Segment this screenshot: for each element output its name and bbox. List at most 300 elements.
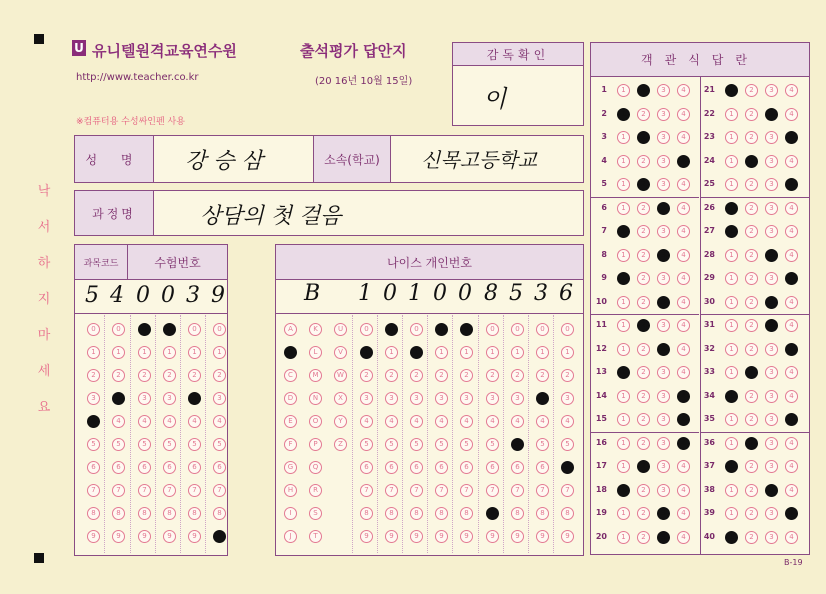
answer-bubble[interactable]: 4 (785, 296, 798, 309)
neis-digit-bubble[interactable]: 1 (536, 346, 549, 359)
answer-bubble[interactable]: 3 (657, 437, 670, 450)
answer-bubble[interactable]: 3 (765, 131, 778, 144)
neis-letter-bubble[interactable]: E (284, 415, 297, 428)
neis-letter-bubble[interactable]: O (309, 415, 322, 428)
neis-digit-bubble[interactable]: 8 (435, 507, 448, 520)
neis-digit-bubble[interactable]: 7 (561, 484, 574, 497)
neis-digit-bubble[interactable]: 6 (486, 461, 499, 474)
answer-bubble[interactable]: 2 (745, 413, 758, 426)
neis-digit-bubble[interactable]: 2 (435, 369, 448, 382)
neis-digit-bubble[interactable]: 7 (486, 484, 499, 497)
answer-bubble[interactable]: 4 (785, 225, 798, 238)
answer-bubble[interactable]: 2 (637, 390, 650, 403)
answer-bubble[interactable]: 3 (765, 84, 778, 97)
answer-bubble[interactable]: 1 (725, 366, 738, 379)
neis-digit-bubble[interactable]: 1 (385, 346, 398, 359)
neis-digit-bubble[interactable]: 6 (360, 461, 373, 474)
answer-bubble[interactable]: 1 (725, 390, 738, 403)
answer-bubble[interactable]: 4 (677, 108, 690, 121)
neis-digit-bubble[interactable]: 1 (561, 346, 574, 359)
answer-bubble[interactable]: 2 (637, 343, 650, 356)
exam-digit-bubble[interactable]: 9 (87, 530, 100, 543)
answer-bubble[interactable]: 3 (657, 202, 670, 215)
exam-digit-bubble[interactable]: 7 (213, 484, 226, 497)
exam-digit-bubble[interactable]: 4 (138, 415, 151, 428)
exam-digit-bubble[interactable]: 8 (112, 507, 125, 520)
answer-bubble[interactable]: 3 (657, 531, 670, 544)
answer-bubble[interactable]: 2 (745, 437, 758, 450)
neis-digit-bubble[interactable]: 6 (561, 461, 574, 474)
exam-digit-bubble[interactable]: 3 (87, 392, 100, 405)
answer-bubble[interactable]: 4 (677, 437, 690, 450)
exam-digit-bubble[interactable]: 5 (188, 438, 201, 451)
answer-bubble[interactable]: 2 (745, 296, 758, 309)
exam-digit-bubble[interactable]: 0 (112, 323, 125, 336)
answer-bubble[interactable]: 3 (657, 390, 670, 403)
neis-letter-bubble[interactable]: L (309, 346, 322, 359)
answer-bubble[interactable]: 4 (785, 319, 798, 332)
answer-bubble[interactable]: 2 (745, 84, 758, 97)
answer-bubble[interactable]: 3 (765, 437, 778, 450)
neis-digit-bubble[interactable]: 7 (385, 484, 398, 497)
neis-letter-bubble[interactable]: C (284, 369, 297, 382)
answer-bubble[interactable]: 3 (657, 249, 670, 262)
neis-digit-bubble[interactable]: 8 (410, 507, 423, 520)
neis-digit-bubble[interactable]: 2 (385, 369, 398, 382)
neis-digit-bubble[interactable]: 1 (511, 346, 524, 359)
answer-bubble[interactable]: 3 (657, 108, 670, 121)
answer-bubble[interactable]: 4 (677, 296, 690, 309)
neis-digit-bubble[interactable]: 4 (410, 415, 423, 428)
neis-letter-bubble[interactable]: S (309, 507, 322, 520)
answer-bubble[interactable]: 4 (785, 531, 798, 544)
exam-digit-bubble[interactable]: 3 (213, 392, 226, 405)
answer-bubble[interactable]: 3 (657, 366, 670, 379)
answer-bubble[interactable]: 1 (617, 319, 630, 332)
exam-digit-bubble[interactable]: 0 (163, 323, 176, 336)
exam-digit-bubble[interactable]: 2 (188, 369, 201, 382)
neis-digit-bubble[interactable]: 9 (561, 530, 574, 543)
neis-digit-bubble[interactable]: 3 (460, 392, 473, 405)
neis-digit-bubble[interactable]: 5 (536, 438, 549, 451)
answer-bubble[interactable]: 1 (617, 84, 630, 97)
exam-digit-bubble[interactable]: 5 (112, 438, 125, 451)
answer-bubble[interactable]: 4 (785, 366, 798, 379)
answer-bubble[interactable]: 2 (637, 84, 650, 97)
answer-bubble[interactable]: 2 (637, 108, 650, 121)
neis-digit-bubble[interactable]: 8 (360, 507, 373, 520)
neis-letter-bubble[interactable]: W (334, 369, 347, 382)
answer-bubble[interactable]: 3 (657, 296, 670, 309)
answer-bubble[interactable]: 3 (765, 531, 778, 544)
neis-digit-bubble[interactable]: 4 (561, 415, 574, 428)
exam-digit-bubble[interactable]: 4 (112, 415, 125, 428)
neis-letter-bubble[interactable]: F (284, 438, 297, 451)
answer-bubble[interactable]: 3 (765, 155, 778, 168)
answer-bubble[interactable]: 4 (677, 249, 690, 262)
answer-bubble[interactable]: 2 (745, 319, 758, 332)
answer-bubble[interactable]: 4 (785, 390, 798, 403)
answer-bubble[interactable]: 2 (637, 531, 650, 544)
neis-letter-bubble[interactable]: D (284, 392, 297, 405)
answer-bubble[interactable]: 4 (785, 272, 798, 285)
neis-digit-bubble[interactable]: 7 (511, 484, 524, 497)
answer-bubble[interactable]: 2 (637, 131, 650, 144)
exam-digit-bubble[interactable]: 4 (163, 415, 176, 428)
answer-bubble[interactable]: 1 (725, 437, 738, 450)
answer-bubble[interactable]: 1 (617, 272, 630, 285)
neis-digit-bubble[interactable]: 3 (360, 392, 373, 405)
answer-bubble[interactable]: 1 (617, 225, 630, 238)
exam-digit-bubble[interactable]: 0 (138, 323, 151, 336)
answer-bubble[interactable]: 3 (657, 178, 670, 191)
exam-digit-bubble[interactable]: 2 (112, 369, 125, 382)
answer-bubble[interactable]: 2 (745, 366, 758, 379)
answer-bubble[interactable]: 4 (677, 225, 690, 238)
neis-digit-bubble[interactable]: 2 (511, 369, 524, 382)
neis-digit-bubble[interactable]: 1 (435, 346, 448, 359)
neis-digit-bubble[interactable]: 9 (486, 530, 499, 543)
exam-digit-bubble[interactable]: 7 (112, 484, 125, 497)
neis-digit-bubble[interactable]: 7 (360, 484, 373, 497)
neis-digit-bubble[interactable]: 3 (561, 392, 574, 405)
answer-bubble[interactable]: 1 (617, 108, 630, 121)
answer-bubble[interactable]: 4 (785, 343, 798, 356)
answer-bubble[interactable]: 4 (785, 155, 798, 168)
answer-bubble[interactable]: 3 (765, 272, 778, 285)
answer-bubble[interactable]: 1 (617, 296, 630, 309)
neis-digit-bubble[interactable]: 9 (435, 530, 448, 543)
exam-digit-bubble[interactable]: 7 (188, 484, 201, 497)
exam-digit-bubble[interactable]: 3 (188, 392, 201, 405)
neis-letter-bubble[interactable]: U (334, 323, 347, 336)
answer-bubble[interactable]: 3 (657, 131, 670, 144)
neis-digit-bubble[interactable]: 0 (511, 323, 524, 336)
neis-letter-bubble[interactable]: P (309, 438, 322, 451)
neis-digit-bubble[interactable]: 8 (460, 507, 473, 520)
exam-digit-bubble[interactable]: 1 (112, 346, 125, 359)
neis-letter-bubble[interactable]: I (284, 507, 297, 520)
answer-bubble[interactable]: 1 (725, 296, 738, 309)
answer-bubble[interactable]: 1 (725, 202, 738, 215)
neis-digit-bubble[interactable]: 6 (460, 461, 473, 474)
answer-bubble[interactable]: 4 (785, 413, 798, 426)
neis-digit-bubble[interactable]: 2 (561, 369, 574, 382)
answer-bubble[interactable]: 2 (637, 507, 650, 520)
answer-bubble[interactable]: 4 (677, 531, 690, 544)
answer-bubble[interactable]: 4 (677, 202, 690, 215)
neis-digit-bubble[interactable]: 3 (410, 392, 423, 405)
answer-bubble[interactable]: 4 (677, 178, 690, 191)
neis-digit-bubble[interactable]: 2 (410, 369, 423, 382)
answer-bubble[interactable]: 2 (637, 155, 650, 168)
neis-digit-bubble[interactable]: 8 (385, 507, 398, 520)
neis-digit-bubble[interactable]: 6 (410, 461, 423, 474)
neis-digit-bubble[interactable]: 0 (486, 323, 499, 336)
neis-digit-bubble[interactable]: 8 (511, 507, 524, 520)
neis-digit-bubble[interactable]: 7 (536, 484, 549, 497)
neis-digit-bubble[interactable]: 3 (486, 392, 499, 405)
answer-bubble[interactable]: 2 (637, 437, 650, 450)
answer-bubble[interactable]: 2 (745, 108, 758, 121)
answer-bubble[interactable]: 2 (745, 131, 758, 144)
answer-bubble[interactable]: 1 (617, 178, 630, 191)
neis-digit-bubble[interactable]: 0 (410, 323, 423, 336)
neis-letter-bubble[interactable]: G (284, 461, 297, 474)
answer-bubble[interactable]: 4 (677, 366, 690, 379)
neis-digit-bubble[interactable]: 8 (486, 507, 499, 520)
answer-bubble[interactable]: 4 (785, 178, 798, 191)
neis-letter-bubble[interactable]: K (309, 323, 322, 336)
neis-digit-bubble[interactable]: 9 (385, 530, 398, 543)
answer-bubble[interactable]: 3 (765, 484, 778, 497)
exam-digit-bubble[interactable]: 9 (163, 530, 176, 543)
neis-letter-bubble[interactable]: R (309, 484, 322, 497)
exam-digit-bubble[interactable]: 1 (188, 346, 201, 359)
answer-bubble[interactable]: 4 (785, 108, 798, 121)
neis-digit-bubble[interactable]: 5 (460, 438, 473, 451)
answer-bubble[interactable]: 2 (637, 366, 650, 379)
answer-bubble[interactable]: 4 (785, 249, 798, 262)
answer-bubble[interactable]: 4 (677, 507, 690, 520)
exam-digit-bubble[interactable]: 2 (87, 369, 100, 382)
exam-digit-bubble[interactable]: 9 (138, 530, 151, 543)
exam-digit-bubble[interactable]: 2 (163, 369, 176, 382)
answer-bubble[interactable]: 1 (725, 108, 738, 121)
exam-digit-bubble[interactable]: 5 (213, 438, 226, 451)
answer-bubble[interactable]: 1 (617, 202, 630, 215)
answer-bubble[interactable]: 1 (617, 437, 630, 450)
answer-bubble[interactable]: 2 (637, 202, 650, 215)
answer-bubble[interactable]: 4 (785, 507, 798, 520)
exam-digit-bubble[interactable]: 1 (87, 346, 100, 359)
answer-bubble[interactable]: 4 (785, 460, 798, 473)
neis-letter-bubble[interactable]: V (334, 346, 347, 359)
neis-digit-bubble[interactable]: 1 (486, 346, 499, 359)
neis-letter-bubble[interactable]: J (284, 530, 297, 543)
answer-bubble[interactable]: 1 (617, 343, 630, 356)
exam-digit-bubble[interactable]: 4 (188, 415, 201, 428)
answer-bubble[interactable]: 1 (725, 484, 738, 497)
answer-bubble[interactable]: 1 (617, 507, 630, 520)
answer-bubble[interactable]: 3 (765, 296, 778, 309)
answer-bubble[interactable]: 1 (725, 225, 738, 238)
answer-bubble[interactable]: 1 (725, 131, 738, 144)
exam-digit-bubble[interactable]: 0 (87, 323, 100, 336)
exam-digit-bubble[interactable]: 9 (112, 530, 125, 543)
exam-digit-bubble[interactable]: 9 (213, 530, 226, 543)
answer-bubble[interactable]: 1 (725, 319, 738, 332)
answer-bubble[interactable]: 1 (617, 531, 630, 544)
answer-bubble[interactable]: 3 (765, 108, 778, 121)
answer-bubble[interactable]: 1 (725, 84, 738, 97)
answer-bubble[interactable]: 2 (745, 531, 758, 544)
exam-digit-bubble[interactable]: 4 (87, 415, 100, 428)
exam-digit-bubble[interactable]: 8 (87, 507, 100, 520)
exam-digit-bubble[interactable]: 8 (213, 507, 226, 520)
answer-bubble[interactable]: 1 (725, 155, 738, 168)
neis-digit-bubble[interactable]: 1 (410, 346, 423, 359)
exam-digit-bubble[interactable]: 5 (163, 438, 176, 451)
neis-digit-bubble[interactable]: 6 (435, 461, 448, 474)
answer-bubble[interactable]: 4 (677, 460, 690, 473)
neis-digit-bubble[interactable]: 4 (360, 415, 373, 428)
neis-digit-bubble[interactable]: 4 (486, 415, 499, 428)
neis-digit-bubble[interactable]: 7 (460, 484, 473, 497)
neis-digit-bubble[interactable]: 9 (460, 530, 473, 543)
answer-bubble[interactable]: 4 (677, 319, 690, 332)
neis-digit-bubble[interactable]: 2 (536, 369, 549, 382)
neis-digit-bubble[interactable]: 1 (460, 346, 473, 359)
answer-bubble[interactable]: 2 (745, 272, 758, 285)
answer-bubble[interactable]: 3 (657, 155, 670, 168)
neis-digit-bubble[interactable]: 3 (435, 392, 448, 405)
answer-bubble[interactable]: 2 (745, 249, 758, 262)
neis-digit-bubble[interactable]: 1 (360, 346, 373, 359)
neis-digit-bubble[interactable]: 3 (385, 392, 398, 405)
answer-bubble[interactable]: 1 (617, 460, 630, 473)
answer-bubble[interactable]: 3 (765, 202, 778, 215)
answer-bubble[interactable]: 3 (657, 507, 670, 520)
answer-bubble[interactable]: 3 (657, 272, 670, 285)
exam-digit-bubble[interactable]: 2 (138, 369, 151, 382)
answer-bubble[interactable]: 4 (677, 390, 690, 403)
answer-bubble[interactable]: 2 (745, 390, 758, 403)
answer-bubble[interactable]: 1 (617, 249, 630, 262)
answer-bubble[interactable]: 3 (765, 460, 778, 473)
answer-bubble[interactable]: 4 (677, 84, 690, 97)
neis-digit-bubble[interactable]: 9 (410, 530, 423, 543)
neis-digit-bubble[interactable]: 7 (435, 484, 448, 497)
neis-letter-bubble[interactable]: Q (309, 461, 322, 474)
answer-bubble[interactable]: 2 (637, 225, 650, 238)
exam-digit-bubble[interactable]: 6 (87, 461, 100, 474)
answer-bubble[interactable]: 2 (745, 155, 758, 168)
answer-bubble[interactable]: 3 (657, 84, 670, 97)
answer-bubble[interactable]: 3 (765, 249, 778, 262)
exam-digit-bubble[interactable]: 3 (112, 392, 125, 405)
answer-bubble[interactable]: 4 (785, 131, 798, 144)
answer-bubble[interactable]: 3 (657, 343, 670, 356)
answer-bubble[interactable]: 4 (677, 155, 690, 168)
neis-digit-bubble[interactable]: 5 (410, 438, 423, 451)
answer-bubble[interactable]: 1 (617, 131, 630, 144)
exam-digit-bubble[interactable]: 6 (188, 461, 201, 474)
answer-bubble[interactable]: 4 (677, 413, 690, 426)
neis-letter-bubble[interactable]: Z (334, 438, 347, 451)
answer-bubble[interactable]: 3 (657, 225, 670, 238)
neis-digit-bubble[interactable]: 9 (360, 530, 373, 543)
answer-bubble[interactable]: 2 (637, 413, 650, 426)
exam-digit-bubble[interactable]: 1 (163, 346, 176, 359)
neis-digit-bubble[interactable]: 6 (511, 461, 524, 474)
exam-digit-bubble[interactable]: 8 (163, 507, 176, 520)
exam-digit-bubble[interactable]: 8 (138, 507, 151, 520)
answer-bubble[interactable]: 2 (745, 202, 758, 215)
answer-bubble[interactable]: 4 (677, 484, 690, 497)
answer-bubble[interactable]: 4 (785, 202, 798, 215)
neis-letter-bubble[interactable]: T (309, 530, 322, 543)
neis-letter-bubble[interactable]: A (284, 323, 297, 336)
neis-digit-bubble[interactable]: 2 (486, 369, 499, 382)
answer-bubble[interactable]: 1 (617, 390, 630, 403)
answer-bubble[interactable]: 2 (745, 225, 758, 238)
exam-digit-bubble[interactable]: 7 (87, 484, 100, 497)
answer-bubble[interactable]: 2 (637, 272, 650, 285)
exam-digit-bubble[interactable]: 0 (213, 323, 226, 336)
neis-digit-bubble[interactable]: 8 (561, 507, 574, 520)
answer-bubble[interactable]: 2 (745, 484, 758, 497)
neis-digit-bubble[interactable]: 5 (360, 438, 373, 451)
answer-bubble[interactable]: 3 (765, 178, 778, 191)
answer-bubble[interactable]: 4 (785, 84, 798, 97)
answer-bubble[interactable]: 2 (745, 507, 758, 520)
neis-letter-bubble[interactable]: B (284, 346, 297, 359)
answer-bubble[interactable]: 3 (765, 390, 778, 403)
answer-bubble[interactable]: 4 (785, 484, 798, 497)
answer-bubble[interactable]: 1 (617, 366, 630, 379)
answer-bubble[interactable]: 3 (657, 413, 670, 426)
neis-digit-bubble[interactable]: 4 (536, 415, 549, 428)
exam-digit-bubble[interactable]: 3 (138, 392, 151, 405)
answer-bubble[interactable]: 1 (725, 460, 738, 473)
neis-digit-bubble[interactable]: 2 (360, 369, 373, 382)
neis-digit-bubble[interactable]: 5 (435, 438, 448, 451)
answer-bubble[interactable]: 2 (637, 319, 650, 332)
neis-digit-bubble[interactable]: 4 (385, 415, 398, 428)
answer-bubble[interactable]: 1 (725, 272, 738, 285)
answer-bubble[interactable]: 1 (617, 484, 630, 497)
neis-digit-bubble[interactable]: 0 (360, 323, 373, 336)
answer-bubble[interactable]: 1 (725, 249, 738, 262)
answer-bubble[interactable]: 3 (765, 366, 778, 379)
neis-digit-bubble[interactable]: 4 (511, 415, 524, 428)
exam-digit-bubble[interactable]: 9 (188, 530, 201, 543)
neis-digit-bubble[interactable]: 6 (536, 461, 549, 474)
answer-bubble[interactable]: 2 (637, 484, 650, 497)
exam-digit-bubble[interactable]: 6 (138, 461, 151, 474)
neis-digit-bubble[interactable]: 5 (511, 438, 524, 451)
answer-bubble[interactable]: 4 (677, 343, 690, 356)
answer-bubble[interactable]: 3 (765, 319, 778, 332)
answer-bubble[interactable]: 1 (725, 178, 738, 191)
answer-bubble[interactable]: 2 (745, 343, 758, 356)
neis-digit-bubble[interactable]: 5 (561, 438, 574, 451)
neis-letter-bubble[interactable]: M (309, 369, 322, 382)
exam-digit-bubble[interactable]: 4 (213, 415, 226, 428)
neis-digit-bubble[interactable]: 4 (460, 415, 473, 428)
answer-bubble[interactable]: 3 (765, 413, 778, 426)
neis-digit-bubble[interactable]: 0 (385, 323, 398, 336)
exam-digit-bubble[interactable]: 8 (188, 507, 201, 520)
answer-bubble[interactable]: 3 (657, 484, 670, 497)
neis-digit-bubble[interactable]: 3 (536, 392, 549, 405)
answer-bubble[interactable]: 4 (785, 437, 798, 450)
neis-digit-bubble[interactable]: 5 (486, 438, 499, 451)
exam-digit-bubble[interactable]: 7 (138, 484, 151, 497)
neis-letter-bubble[interactable]: Y (334, 415, 347, 428)
answer-bubble[interactable]: 2 (745, 460, 758, 473)
answer-bubble[interactable]: 3 (765, 343, 778, 356)
neis-digit-bubble[interactable]: 9 (536, 530, 549, 543)
neis-digit-bubble[interactable]: 2 (460, 369, 473, 382)
neis-digit-bubble[interactable]: 0 (435, 323, 448, 336)
exam-digit-bubble[interactable]: 2 (213, 369, 226, 382)
exam-digit-bubble[interactable]: 6 (112, 461, 125, 474)
neis-digit-bubble[interactable]: 0 (561, 323, 574, 336)
answer-bubble[interactable]: 3 (765, 507, 778, 520)
answer-bubble[interactable]: 2 (637, 296, 650, 309)
